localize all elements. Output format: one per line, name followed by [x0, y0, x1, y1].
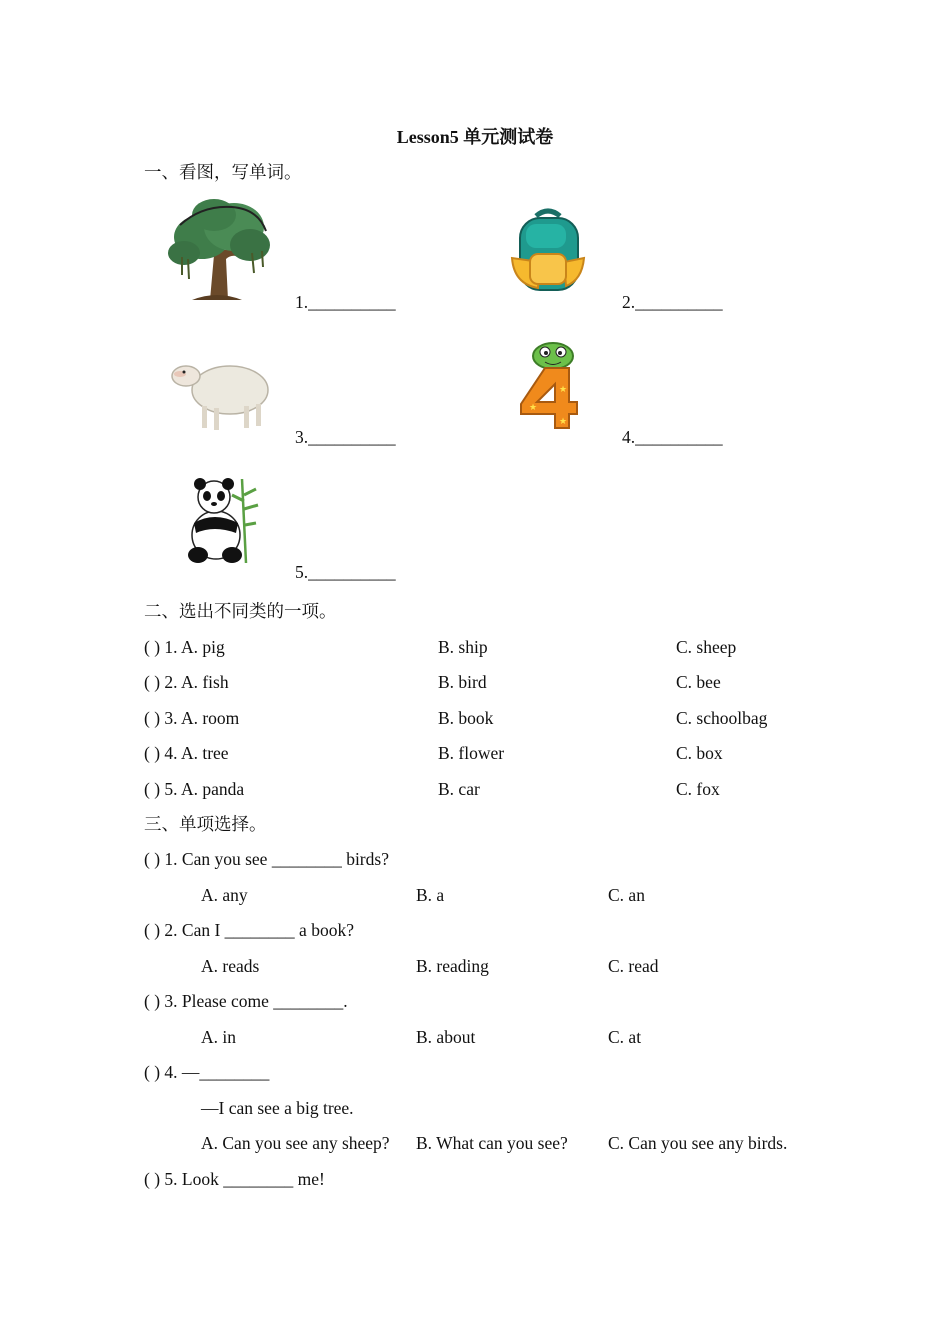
sheep-icon	[168, 350, 272, 434]
s3-q3-a: A. in	[201, 1027, 236, 1047]
tree-icon	[162, 195, 274, 305]
s3-q4-reply: —I can see a big tree.	[201, 1098, 354, 1118]
s2-q5-b: B. car	[438, 779, 480, 799]
s3-q1-a: A. any	[201, 885, 248, 905]
section2-heading: 二、选出不同类的一项。	[144, 601, 337, 621]
section3-heading: 三、单项选择。	[144, 814, 267, 834]
s2-q2: ( ) 2. A. fish	[144, 672, 229, 692]
blank-2: 2.__________	[622, 292, 723, 312]
s3-q3-stem: ( ) 3. Please come ________.	[144, 991, 348, 1011]
s2-q1: ( ) 1. A. pig	[144, 637, 225, 657]
panda-icon	[186, 475, 260, 565]
s3-q2-c: C. read	[608, 956, 659, 976]
s2-q4: ( ) 4. A. tree	[144, 743, 229, 763]
s3-q3-b: B. about	[416, 1027, 476, 1047]
s3-q4-a: A. Can you see any sheep?	[201, 1133, 390, 1153]
s2-q1-c: C. sheep	[676, 637, 737, 657]
s3-q4-stem: ( ) 4. —________	[144, 1062, 270, 1082]
s3-q2-stem: ( ) 2. Can I ________ a book?	[144, 920, 354, 940]
s2-q1-b: B. ship	[438, 637, 488, 657]
svg-text:★: ★	[559, 384, 568, 394]
schoolbag-icon	[508, 206, 588, 296]
blank-4: 4.__________	[622, 427, 723, 447]
page-title: Lesson5 单元测试卷	[396, 127, 554, 147]
s2-q4-c: C. box	[676, 743, 723, 763]
blank-3: 3.__________	[295, 427, 396, 447]
s2-q5: ( ) 5. A. panda	[144, 779, 245, 799]
section1-heading: 一、看图，写单词。	[144, 162, 302, 182]
s2-q2-c: C. bee	[676, 672, 721, 692]
s3-q1-b: B. a	[416, 885, 445, 905]
svg-text:★: ★	[559, 416, 568, 426]
s3-q3-c: C. at	[608, 1027, 642, 1047]
blank-1: 1.__________	[295, 292, 396, 312]
s3-q4-b: B. What can you see?	[416, 1133, 568, 1153]
number-four-icon	[515, 342, 581, 432]
s3-q2-a: A. reads	[201, 956, 260, 976]
s2-q3: ( ) 3. A. room	[144, 708, 240, 728]
s2-q3-b: B. book	[438, 708, 494, 728]
s3-q1-stem: ( ) 1. Can you see ________ birds?	[144, 849, 389, 869]
s2-q3-c: C. schoolbag	[676, 708, 768, 728]
s3-q4-c: C. Can you see any birds.	[608, 1133, 788, 1153]
s2-q4-b: B. flower	[438, 743, 505, 763]
s3-q5-stem: ( ) 5. Look ________ me!	[144, 1169, 325, 1189]
s2-q2-b: B. bird	[438, 672, 487, 692]
blank-5: 5.__________	[295, 562, 396, 582]
s2-q5-c: C. fox	[676, 779, 720, 799]
svg-text:★: ★	[529, 402, 538, 412]
s3-q2-b: B. reading	[416, 956, 489, 976]
s3-q1-c: C. an	[608, 885, 645, 905]
